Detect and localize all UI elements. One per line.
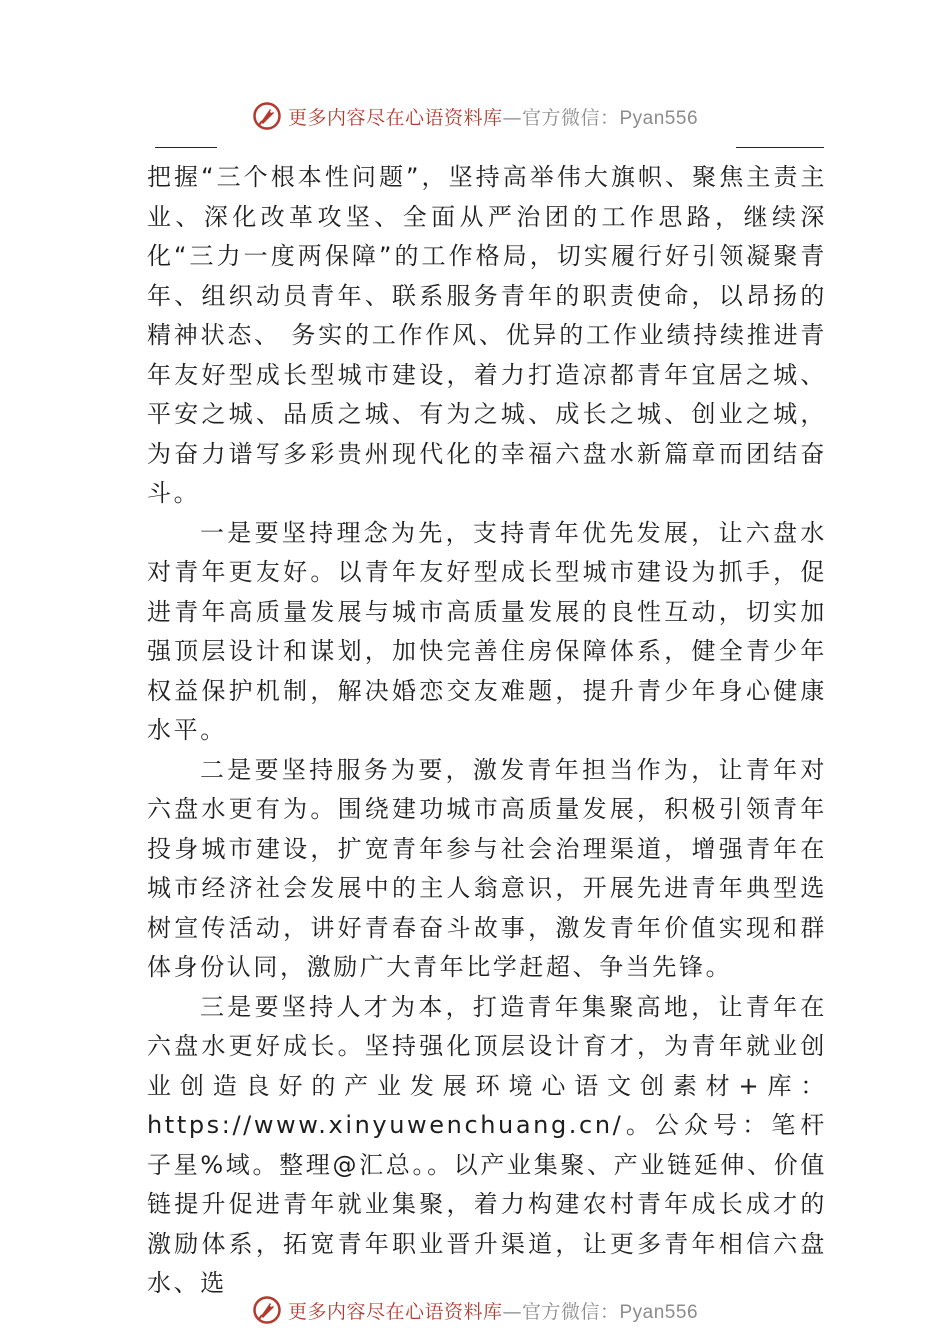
- paragraph-point-three: 三是要坚持人才为本，打造青年集聚高地，让青年在六盘水更好成长。坚持强化顶层设计育才，为青年就业创业创造良好的产业发展环境心语文创素材+库：https://www.xinyuwenchuang.cn/。公众号：笔杆子星%域。整理@汇总。。以产业集聚、产业链延伸、价值链提升促进青年就业集聚，着力构建农村青年成长成才的激励体系，拓宽青年职业晋升渠道，让更多青年相信六盘水、选: [147, 992, 827, 1297]
- footer-wechat-label: 官方微信：: [521, 1300, 620, 1323]
- footer-separator: —: [502, 1300, 522, 1323]
- header-separator: —: [502, 106, 522, 129]
- paragraph-continued: 把握“三个根本性问题”，坚持高举伟大旗帜、聚焦主责主业、深化改革攻坚、全面从严治团的工作思路，继续深化“三力一度两保障”的工作格局，切实履行好引领凝聚青年、组织动员青年、联系服务青年的职责使命，以昂扬的精神状态、 务实的工作作风、优异的工作业绩持续推进青年友好型成长型城市建设，着力打造凉都青年宜居之城、平安之城、品质之城、有为之城、成长之城、创业之城，为奋力谱写多彩贵州现代化的幸福六盘水新篇章而团结奋斗。: [147, 163, 827, 507]
- document-body: [147, 158, 827, 1304]
- pen-nib-logo-icon: [252, 1295, 282, 1325]
- paragraph-point-one: 一是要坚持理念为先，支持青年优先发展，让六盘水对青年更友好。以青年友好型成长型城市建设为抓手，促进青年高质量发展与城市高质量发展的良性互动，切实加强顶层设计和谋划，加快完善住房保障体系，健全青少年权益保护机制，解决婚恋交友难题，提升青少年身心健康水平。: [147, 518, 827, 744]
- header-rule-right: [736, 147, 824, 148]
- header-wechat-label: 官方微信：: [521, 106, 620, 129]
- header-rule-left: [155, 147, 217, 148]
- paragraph-point-two: 二是要坚持服务为要，激发青年担当作为，让青年对六盘水更有为。围绕建功城市高质量发展，积极引领青年投身城市建设，扩宽青年参与社会治理渠道，增强青年在城市经济社会发展中的主人翁意识，开展先进青年典型选树宣传活动，讲好青春奋斗故事，激发青年价值实现和群体身份认同，激励广大青年比学赶超、争当先锋。: [147, 755, 827, 981]
- header-banner: [0, 96, 950, 136]
- header-promo: [288, 103, 698, 130]
- footer-promo-text: 更多内容尽在心语资料库: [287, 1300, 503, 1323]
- footer-promo: [288, 1297, 698, 1324]
- footer-banner: [0, 1290, 950, 1330]
- header-promo-text: 更多内容尽在心语资料库: [287, 106, 503, 129]
- footer-wechat-account: Pyan556: [619, 1301, 699, 1323]
- header-wechat-account: Pyan556: [619, 107, 699, 129]
- pen-nib-logo-icon: [252, 101, 282, 131]
